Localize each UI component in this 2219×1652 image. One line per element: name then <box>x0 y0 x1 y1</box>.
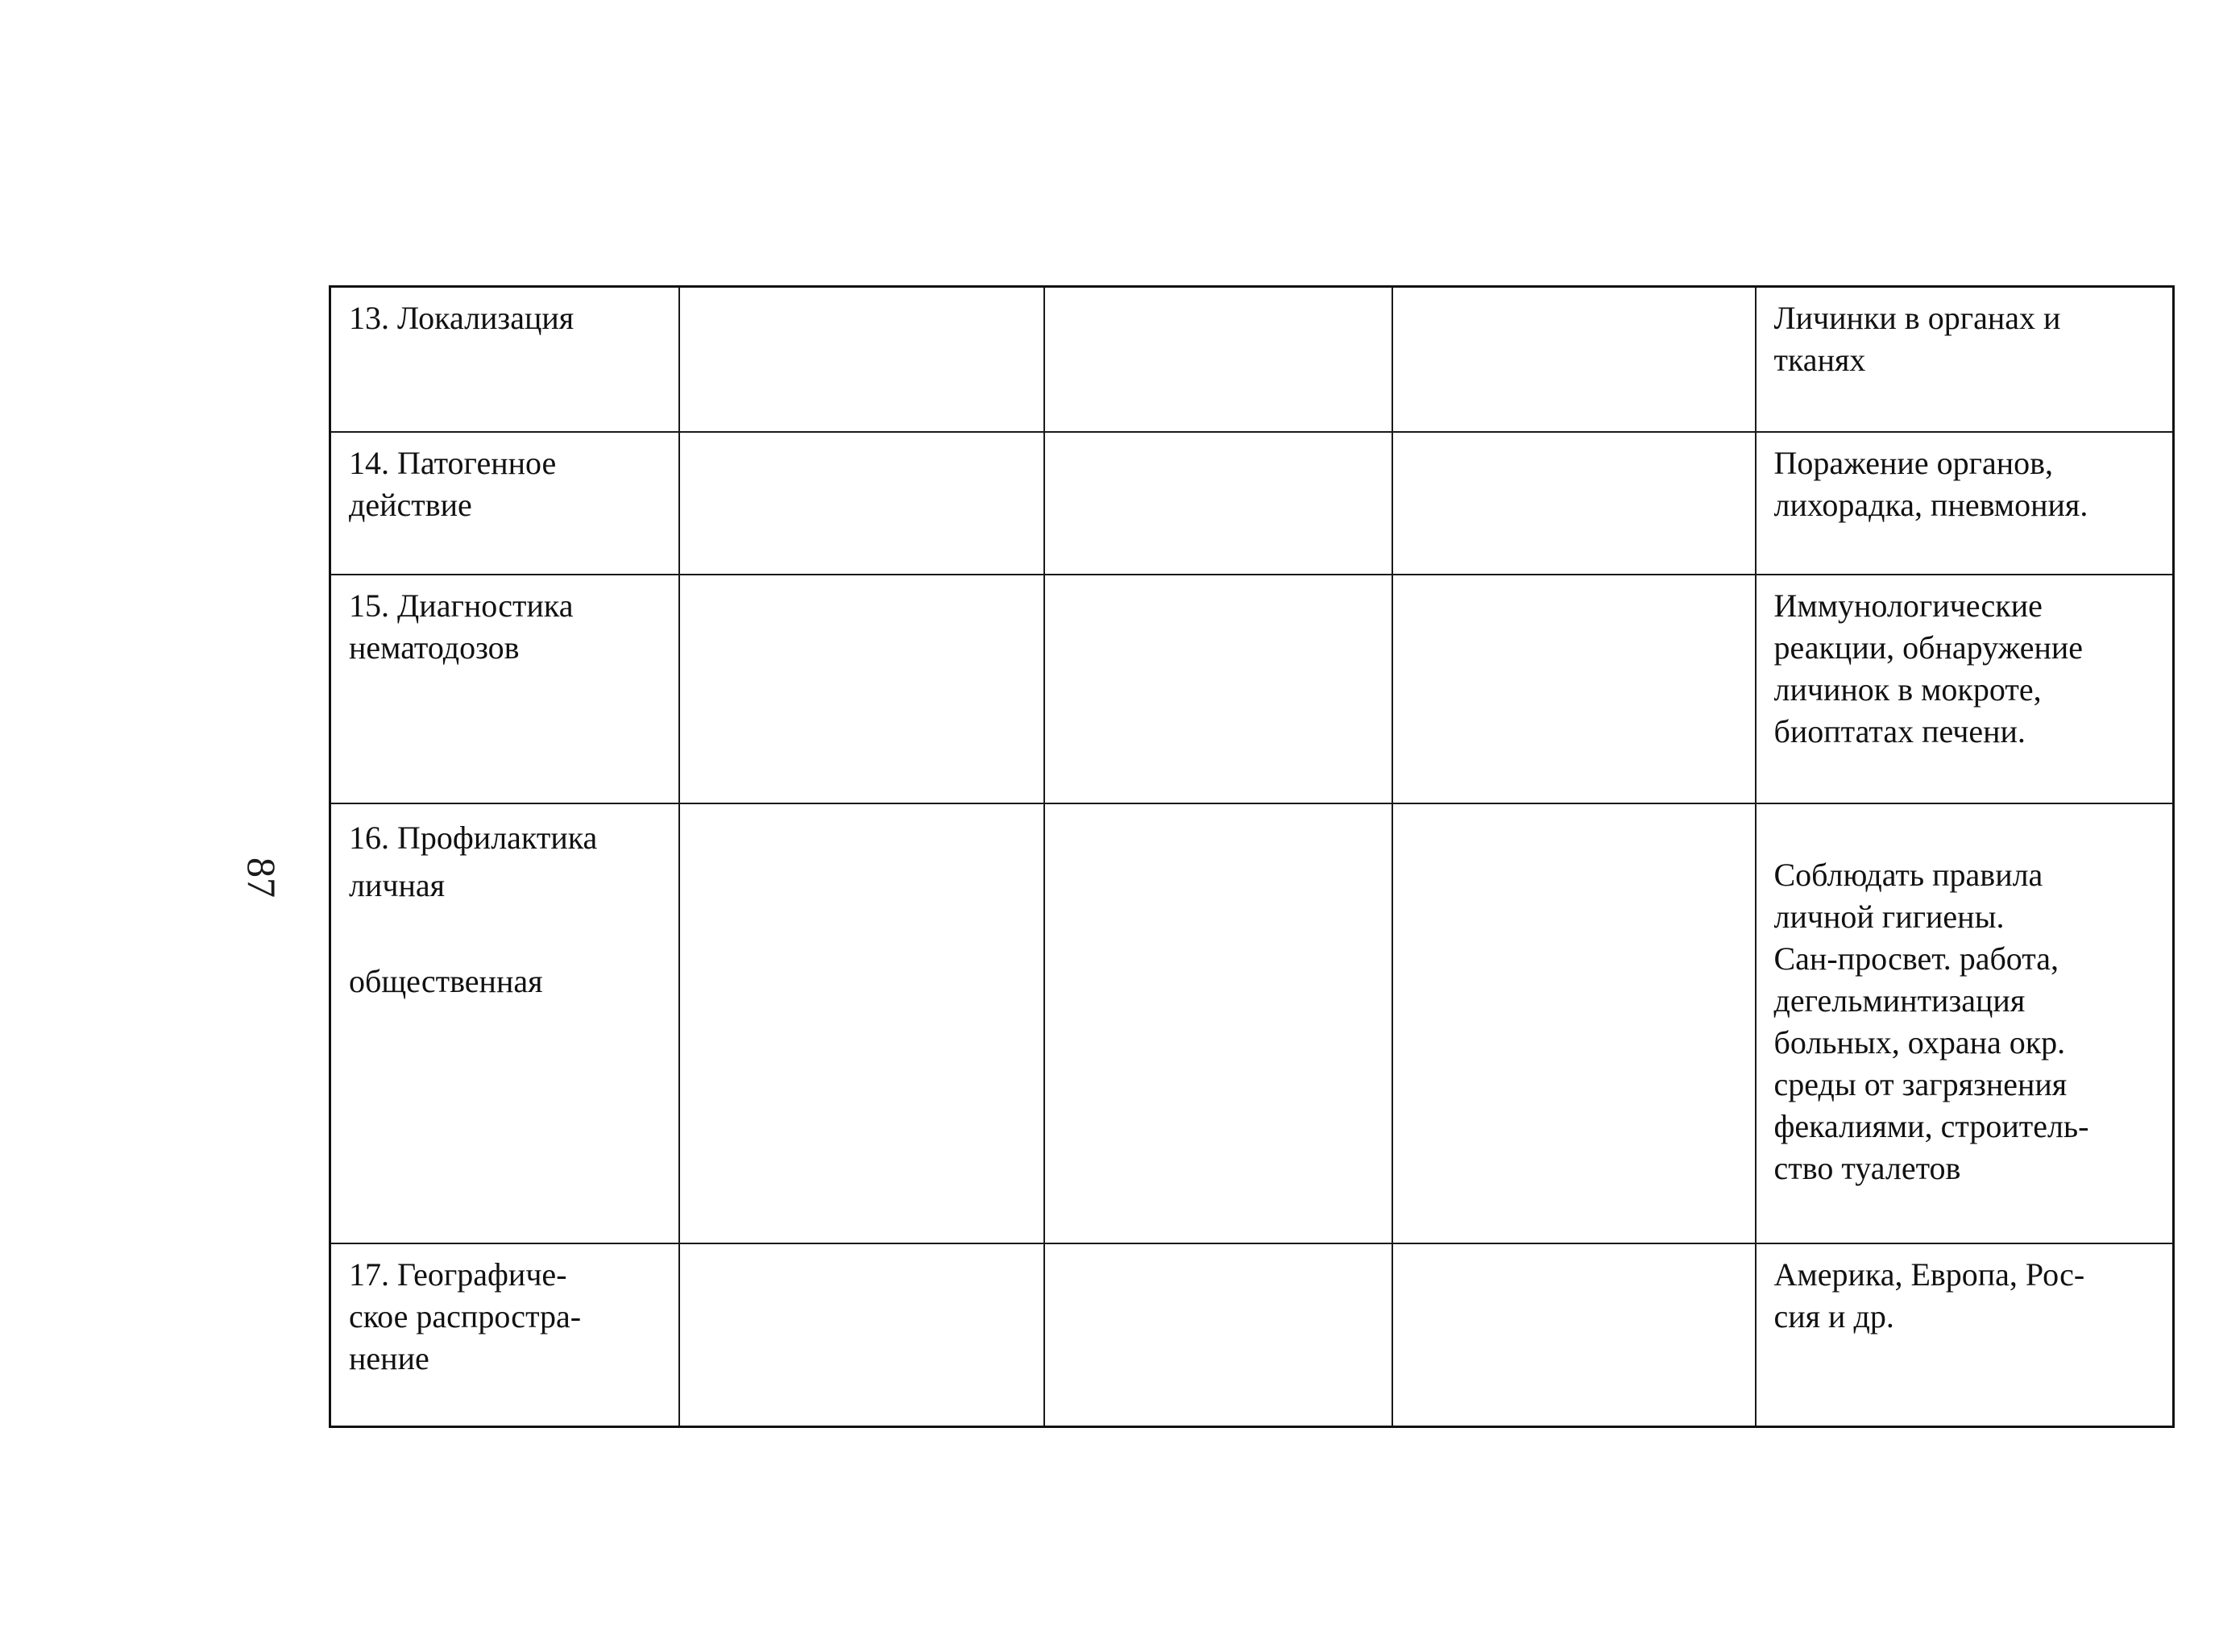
empty-cell <box>1044 575 1392 803</box>
empty-cell <box>679 287 1044 433</box>
empty-cell <box>1044 287 1392 433</box>
empty-cell <box>1044 432 1392 575</box>
empty-cell <box>679 803 1044 1243</box>
row-title: 15. Диагностика нематодозов <box>330 575 679 803</box>
row-title: 14. Патогенное действие <box>330 432 679 575</box>
page-number: 87 <box>239 857 284 898</box>
data-table <box>329 285 2175 1428</box>
row-value: Личинки в органах и тканях <box>1756 287 2174 433</box>
row-title: 16. Профилактика личная общественная <box>330 803 679 1243</box>
empty-cell <box>1392 575 1756 803</box>
empty-cell <box>1392 432 1756 575</box>
row-value: Поражение органов, лихорадка, пневмония. <box>1756 432 2174 575</box>
empty-cell <box>1392 803 1756 1243</box>
row-title: 17. Географиче- ское распростра- нение <box>330 1243 679 1427</box>
row-value: Америка, Европа, Рос- сия и др. <box>1756 1243 2174 1427</box>
row-value: Соблюдать правила личной гигиены. Сан-просвет. работа, дегельминтизация больных, охрана окр. среды от загрязнения фекалиями, строитель- ство туалетов <box>1756 803 2174 1243</box>
table-row <box>330 287 2174 433</box>
row-title: 13. Локализация <box>330 287 679 433</box>
table-row <box>330 432 2174 575</box>
empty-cell <box>679 1243 1044 1427</box>
table-row <box>330 803 2174 1243</box>
empty-cell <box>679 575 1044 803</box>
empty-cell <box>1044 1243 1392 1427</box>
empty-cell <box>679 432 1044 575</box>
table-row <box>330 575 2174 803</box>
empty-cell <box>1392 287 1756 433</box>
empty-cell <box>1044 803 1392 1243</box>
empty-cell <box>1392 1243 1756 1427</box>
row-value: Иммунологические реакции, обнаружение личинок в мокроте, биоптатах печени. <box>1756 575 2174 803</box>
table-container <box>329 285 2172 1378</box>
table-row <box>330 1243 2174 1427</box>
